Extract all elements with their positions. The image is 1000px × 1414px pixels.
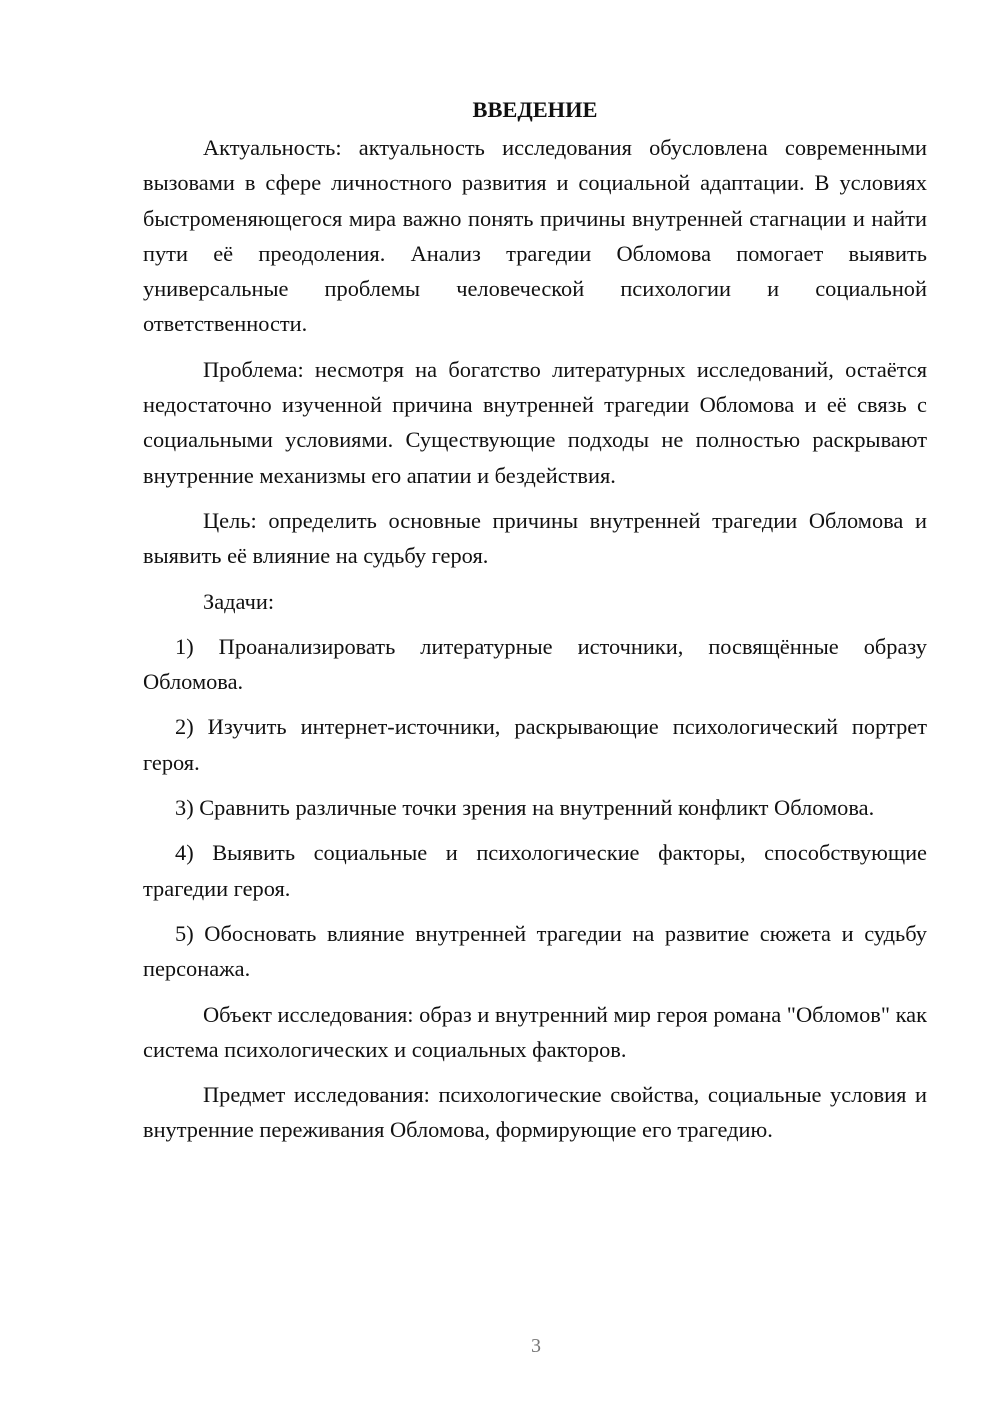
task-item-4: 4) Выявить социальные и психологические факторы, способствующие трагедии героя. <box>143 840 927 901</box>
section-heading: ВВЕДЕНИЕ <box>472 97 598 122</box>
page-content <box>143 92 927 1158</box>
task-item-1: 1) Проанализировать литературные источники, посвящённые образу Обломова. <box>143 633 927 695</box>
tasks-label: Задачи: <box>203 588 275 614</box>
task-item-5: 5) Обосновать влияние внутренней трагедии на развитие сюжета и судьбу персонажа. <box>143 920 927 982</box>
page-number: 3 <box>531 1335 541 1357</box>
problem-paragraph: Проблема: несмотря на богатство литературных исследований, остаётся недостаточно изученной причина внутренней трагедии Обломова и её связь с социальными условиями. Существующие подходы не полностью раскрывают внутренние механизмы его апатии и бездействия. <box>143 356 927 488</box>
subject-paragraph: Предмет исследования: психологические свойства, социальные условия и внутренние переживания Обломова, формирующие его трагедию. <box>143 1082 927 1143</box>
task-item-2: 2) Изучить интернет-источники, раскрывающие психологический портрет героя. <box>143 714 927 775</box>
task-item-3: 3) Сравнить различные точки зрения на внутренний конфликт Обломова. <box>175 795 875 821</box>
relevance-paragraph: Актуальность: актуальность исследования обусловлена современными вызовами в сфере личностного развития и социальной адаптации. В условиях быстроменяющегося мира важно понять причины внутренней стагнации и найти пути её преодоления. Анализ трагедии Обломова помогает выявить универсальные проблемы человеческой психологии и социальной ответственности. <box>143 135 927 337</box>
object-paragraph: Объект исследования: образ и внутренний мир героя романа "Обломов" как система психологических и социальных факторов. <box>143 1001 927 1062</box>
goal-paragraph: Цель: определить основные причины внутренней трагедии Обломова и выявить её влияние на судьбу героя. <box>143 507 927 569</box>
